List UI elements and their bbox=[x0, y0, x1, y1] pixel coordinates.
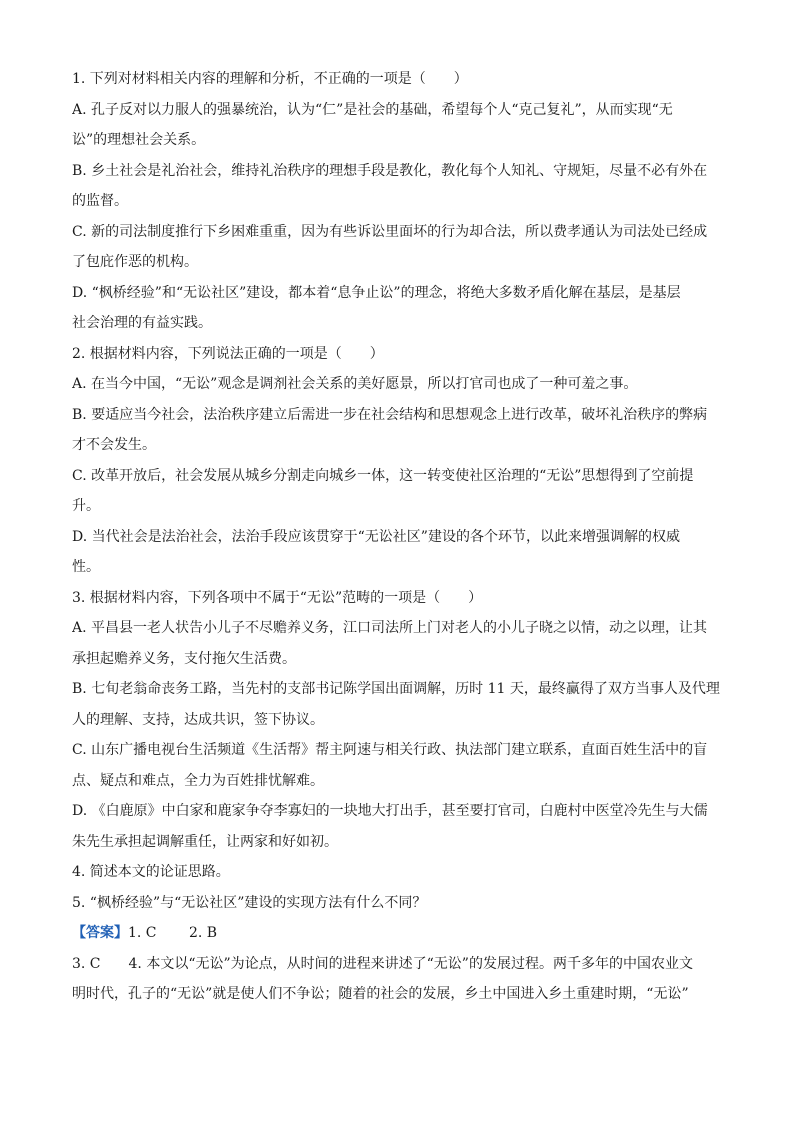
q2-option-c-line1: C. 改革开放后，社会发展从城乡分割走向城乡一体，这一转变使社区治理的“无讼”思想得到了空前提 bbox=[72, 467, 694, 484]
document-body bbox=[72, 64, 722, 1010]
q1-option-b-line1: B. 乡土社会是礼治社会，维持礼治秩序的理想手段是教化，教化每个人知礼、守规矩，尽量不必有外在 bbox=[72, 162, 708, 179]
question-4-stem: 4. 简述本文的论证思路。 bbox=[72, 864, 230, 880]
q3-option-a-line1: A. 平昌县一老人状告小儿子不尽赡养义务，江口司法所上门对老人的小儿子晓之以情，动之以理，让其 bbox=[72, 620, 708, 636]
q3-option-d-line1: D. 《白鹿原》中白家和鹿家争夺李寡妇的一块地大打出手，甚至要打官司，白鹿村中医堂冷先生与大儒 bbox=[72, 803, 708, 819]
q2-option-d-line2: 性。 bbox=[72, 559, 100, 575]
q3-option-c-line1: C. 山东广播电视台生活频道《生活帮》帮主阿速与相关行政、执法部门建立联系，直面百姓生活中的盲 bbox=[72, 742, 708, 758]
q2-option-c-line2: 升。 bbox=[72, 498, 100, 514]
q3-option-a-line2: 承担起赡养义务，支付拖欠生活费。 bbox=[72, 650, 296, 667]
q3-option-b-line2: 人的理解、支持，达成共识，签下协议。 bbox=[72, 711, 324, 728]
q3-option-d-line2: 朱先生承担起调解重任，让两家和好如初。 bbox=[72, 833, 338, 850]
q1-option-d-line2: 社会治理的有益实践。 bbox=[72, 315, 212, 331]
q2-option-a: A. 在当今中国，“无讼”观念是调剂社会关系的美好愿景，所以打官司也成了一种可羞之事。 bbox=[72, 376, 638, 392]
answer-line-1 bbox=[72, 918, 722, 949]
q1-option-b-line2: 的监督。 bbox=[72, 193, 128, 209]
answer-tag: 【答案】 bbox=[72, 925, 128, 941]
q2-option-b-line1: B. 要适应当今社会，法治秩序建立后需进一步在社会结构和思想观念上进行改革，破坏礼治秩序的弊病 bbox=[72, 406, 708, 423]
question-2-stem: 2. 根据材料内容，下列说法正确的一项是（ ） bbox=[72, 345, 384, 362]
q1-option-c-line1: C. 新的司法制度推行下乡困难重重，因为有些诉讼里面坏的行为却合法，所以费孝通认为司法处已经成 bbox=[72, 223, 708, 240]
answer-line-3: 明时代，孔子的“无讼”就是使人们不争讼；随着的社会的发展，乡土中国进入乡土重建时期，“无讼” bbox=[72, 986, 689, 1002]
question-3-stem: 3. 根据材料内容，下列各项中不属于“无讼”范畴的一项是（ ） bbox=[72, 589, 483, 606]
q1-option-a-line2: 讼”的理想社会关系。 bbox=[72, 132, 206, 148]
question-1-stem: 1. 下列对材料相关内容的理解和分析，不正确的一项是（ ） bbox=[72, 71, 468, 87]
answer-line-1-text: 1. C 2. B bbox=[128, 925, 218, 941]
q1-option-d-line1: D. “枫桥经验”和“无讼社区”建设，都本着“息争止讼”的理念，将绝大多数矛盾化解在基层，是基层 bbox=[72, 284, 681, 301]
q2-option-b-line2: 才不会发生。 bbox=[72, 437, 156, 453]
question-5-stem: 5. “枫桥经验”与“无讼社区”建设的实现方法有什么不同？ bbox=[72, 894, 427, 911]
answer-line-2: 3. C 4. 本文以“无讼”为论点，从时间的进程来讲述了“无讼”的发展过程。两千多年的中国农业文 bbox=[72, 955, 693, 972]
q1-option-a-line1: A. 孔子反对以力服人的强暴统治，认为“仁”是社会的基础，希望每个人“克己复礼”，从而实现“无 bbox=[72, 101, 673, 118]
q1-option-c-line2: 了包庇作恶的机构。 bbox=[72, 254, 198, 270]
q3-option-b-line1: B. 七旬老翁命丧务工路，当先村的支部书记陈学国出面调解，历时 11 天，最终赢得了双方当事人及代理 bbox=[72, 681, 720, 697]
q2-option-d-line1: D. 当代社会是法治社会，法治手段应该贯穿于“无讼社区”建设的各个环节，以此来增强调解的权威 bbox=[72, 528, 680, 545]
q3-option-c-line2: 点、疑点和难点，全力为百姓排忧解难。 bbox=[72, 772, 324, 789]
